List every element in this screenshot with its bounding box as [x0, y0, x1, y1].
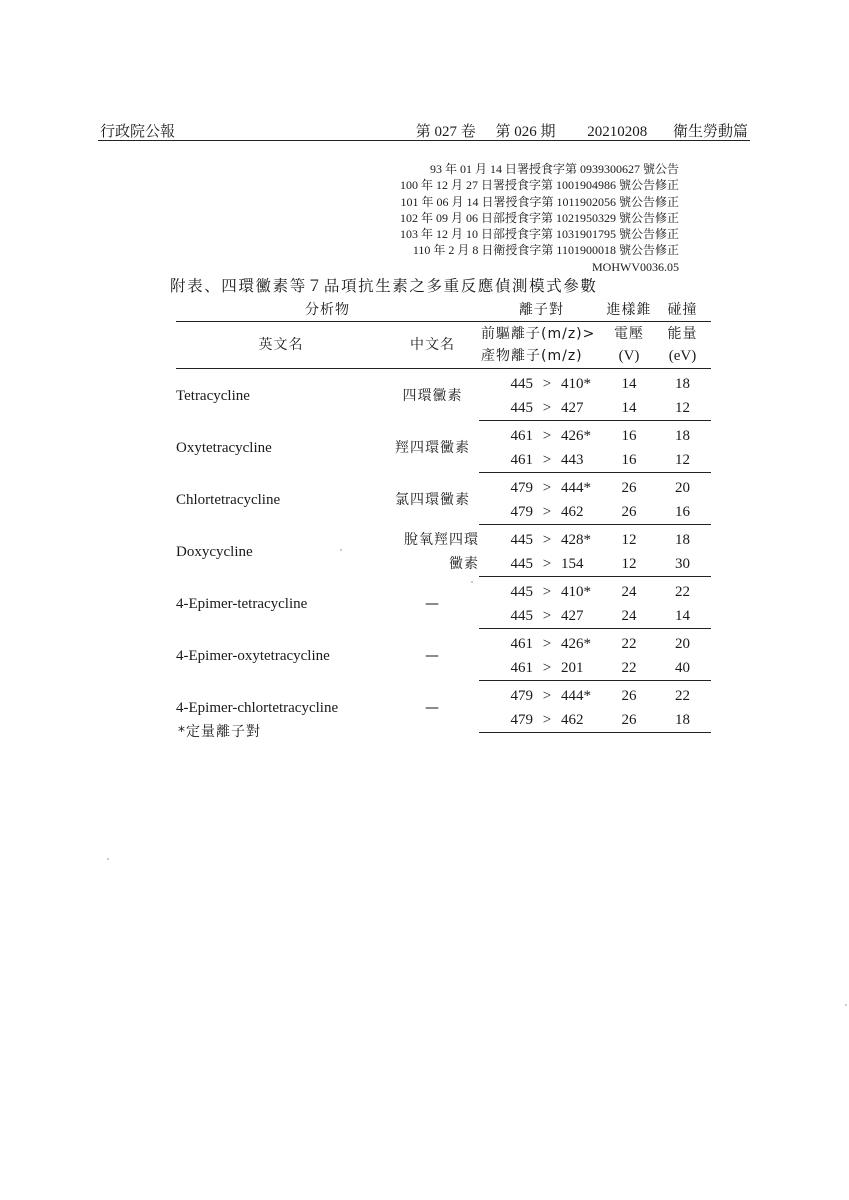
transition-symbol: >	[542, 503, 552, 520]
collision-energy-cell: 30	[654, 552, 711, 577]
volume-number: 第 027 卷	[415, 124, 476, 140]
collision-energy-cell: 20	[675, 635, 690, 652]
ion-pair-cell	[479, 708, 604, 733]
cone-voltage-cell: 26	[621, 687, 637, 704]
product-ion: 426*	[561, 427, 591, 444]
cone-voltage-cell: 12	[621, 531, 637, 548]
chinese-name-line: 黴素	[449, 556, 479, 572]
footnote: *定量離子對	[178, 724, 261, 740]
product-ion: 154	[561, 555, 584, 572]
product-ion: 427	[561, 399, 584, 416]
collision-energy-cell: 14	[654, 604, 711, 629]
precursor-ion: 479	[510, 687, 533, 704]
ion-pair-cell	[479, 604, 604, 629]
precursor-ion: 461	[510, 659, 533, 676]
ion-pair-cell	[479, 629, 604, 657]
cone-voltage-cell: 14	[604, 396, 654, 421]
transition-symbol: >	[542, 555, 552, 572]
product-ion: 443	[561, 451, 584, 468]
collision-energy-cell: 16	[654, 500, 711, 525]
chinese-name-cell: —	[425, 700, 440, 716]
collision-energy-unit: (eV)	[668, 348, 697, 364]
transition-symbol: >	[542, 711, 552, 728]
table-row	[176, 369, 711, 397]
precursor-ion: 479	[510, 479, 533, 496]
amendment-line: 100 年 12 月 27 日署授食字第 1001904986 號公告修正	[399, 178, 679, 193]
document-code: MOHWV0036.05	[592, 259, 679, 274]
transition-symbol: >	[542, 451, 552, 468]
collision-energy-cell: 12	[654, 448, 711, 473]
table-caption: 附表、四環黴素等７品項抗生素之多重反應偵測模式參數	[170, 277, 598, 295]
product-label: 產物離子(m/z)	[481, 348, 583, 364]
publish-date: 20210208	[587, 124, 648, 140]
chinese-name-cell: 羥四環黴素	[395, 440, 470, 456]
precursor-ion: 445	[510, 607, 533, 624]
transition-symbol: >	[542, 427, 552, 444]
ion-labels	[479, 322, 604, 369]
table-row	[176, 577, 711, 605]
ion-pair-cell	[479, 577, 604, 605]
precursor-ion: 445	[510, 399, 533, 416]
collision-energy-cell: 18	[654, 708, 711, 733]
ion-pair-cell	[479, 473, 604, 501]
collision-energy-label: 能量	[667, 326, 698, 342]
product-ion: 462	[561, 503, 584, 520]
header-meta	[416, 120, 748, 141]
transition-symbol: >	[542, 531, 552, 548]
cone-voltage-cell: 16	[604, 448, 654, 473]
collision-energy-cell: 20	[675, 479, 690, 496]
ion-pair-cell	[479, 396, 604, 421]
cone-voltage-cell: 26	[621, 479, 637, 496]
transition-symbol: >	[542, 375, 552, 392]
collision-energy-cell: 40	[654, 656, 711, 681]
scan-speck	[471, 581, 473, 583]
cone-voltage-cell: 12	[604, 552, 654, 577]
ion-pair-cell	[479, 525, 604, 553]
gazette-header	[98, 118, 750, 141]
precursor-ion: 445	[510, 583, 533, 600]
collision-energy-cell: 22	[675, 583, 690, 600]
precursor-ion: 461	[510, 451, 533, 468]
ion-pair-cell	[479, 552, 604, 577]
transition-symbol: >	[542, 399, 552, 416]
english-name-cell: Tetracycline	[176, 387, 250, 404]
collision-energy-header: 碰撞	[654, 297, 711, 322]
transition-symbol: >	[542, 479, 552, 496]
amendment-line: 103 年 12 月 10 日部授食字第 1031901795 號公告修正	[399, 227, 679, 242]
chinese-name-line: 脫氧羥四環	[404, 532, 479, 548]
chinese-name-cell: 氯四環黴素	[395, 492, 470, 508]
cone-voltage-cell: 22	[604, 656, 654, 681]
amendment-line: 102 年 09 月 06 日部授食字第 1021950329 號公告修正	[399, 210, 679, 225]
transition-symbol: >	[542, 583, 552, 600]
cone-voltage-cell: 22	[621, 635, 637, 652]
ion-pair-cell	[479, 369, 604, 397]
transition-symbol: >	[542, 687, 552, 704]
transition-symbol: >	[542, 659, 552, 676]
ion-pair-cell	[479, 656, 604, 681]
collision-energy-cell: 18	[675, 427, 690, 444]
scan-speck	[340, 549, 342, 551]
product-ion: 444*	[561, 479, 591, 496]
chinese-name-cell: —	[425, 596, 440, 612]
cone-voltage-cell: 26	[604, 500, 654, 525]
precursor-ion: 461	[510, 427, 533, 444]
product-ion: 201	[561, 659, 584, 676]
ion-pair-cell	[479, 421, 604, 449]
table-row	[176, 629, 711, 657]
chinese-name-cell	[386, 525, 479, 577]
precursor-label: 前驅離子(m/z)>	[481, 326, 596, 342]
cone-voltage-header: 進樣錐	[604, 297, 654, 322]
cone-voltage-cell: 14	[621, 375, 637, 392]
chinese-name-cell: 四環黴素	[402, 388, 463, 405]
amendment-line: 101 年 06 月 14 日署授食字第 1011902056 號公告修正	[400, 194, 679, 209]
english-name-cell: 4-Epimer-oxytetracycline	[176, 647, 330, 664]
collision-energy-subheader	[654, 322, 711, 369]
english-name-cell: Oxytetracycline	[176, 439, 272, 456]
english-name-cell: Chlortetracycline	[176, 491, 281, 508]
table-row	[176, 681, 711, 709]
collision-energy-cell: 12	[654, 396, 711, 421]
cone-voltage-label: 電壓	[614, 326, 644, 342]
amendment-line: 93 年 01 月 14 日署授食字第 0939300627 號公告	[429, 162, 679, 176]
precursor-ion: 461	[510, 635, 533, 652]
chinese-name-header: 中文名	[386, 322, 479, 369]
issue-number: 第 026 期	[495, 124, 556, 140]
collision-energy-cell: 18	[675, 531, 690, 548]
cone-voltage-unit: (V)	[618, 348, 640, 364]
english-name-cell: 4-Epimer-tetracycline	[176, 595, 308, 612]
precursor-ion: 445	[510, 531, 533, 548]
cone-voltage-cell: 24	[621, 583, 637, 600]
chinese-name-cell: —	[425, 648, 440, 664]
section-name: 衛生勞動篇	[672, 124, 748, 140]
analyte-header: 分析物	[176, 297, 479, 322]
cone-voltage-cell: 26	[604, 708, 654, 733]
precursor-ion: 445	[510, 375, 533, 392]
scan-speck	[107, 858, 109, 860]
table-row	[176, 421, 711, 449]
amendment-line: 110 年 2 月 8 日衛授食字第 1101900018 號公告修正	[412, 243, 679, 258]
scan-speck	[845, 1004, 847, 1006]
ion-pair-cell	[479, 448, 604, 473]
ion-pair-header: 離子對	[479, 297, 604, 322]
product-ion: 444*	[561, 687, 591, 704]
collision-energy-cell: 18	[675, 375, 690, 392]
product-ion: 410*	[561, 583, 591, 600]
ion-pair-cell	[479, 500, 604, 525]
precursor-ion: 445	[510, 555, 533, 572]
product-ion: 428*	[561, 531, 591, 548]
table-row	[176, 525, 711, 553]
table-body	[176, 369, 711, 733]
english-name-cell: Doxycycline	[176, 543, 253, 560]
transition-symbol: >	[542, 607, 552, 624]
table-row	[176, 473, 711, 501]
product-ion: 410*	[561, 375, 591, 392]
cone-voltage-cell: 24	[604, 604, 654, 629]
precursor-ion: 479	[510, 711, 533, 728]
english-name-cell: 4-Epimer-chlortetracycline	[176, 699, 339, 716]
cone-voltage-cell: 16	[621, 427, 637, 444]
cone-voltage-subheader	[604, 322, 654, 369]
ion-pair-cell	[479, 681, 604, 709]
collision-energy-cell: 22	[675, 687, 690, 704]
transition-symbol: >	[542, 635, 552, 652]
product-ion: 426*	[561, 635, 591, 652]
english-name-header: 英文名	[176, 322, 386, 369]
product-ion: 462	[561, 711, 584, 728]
mrm-parameter-table	[176, 297, 711, 733]
product-ion: 427	[561, 607, 584, 624]
precursor-ion: 479	[510, 503, 533, 520]
publisher-name: 行政院公報	[100, 124, 176, 140]
amendment-history	[400, 161, 679, 275]
